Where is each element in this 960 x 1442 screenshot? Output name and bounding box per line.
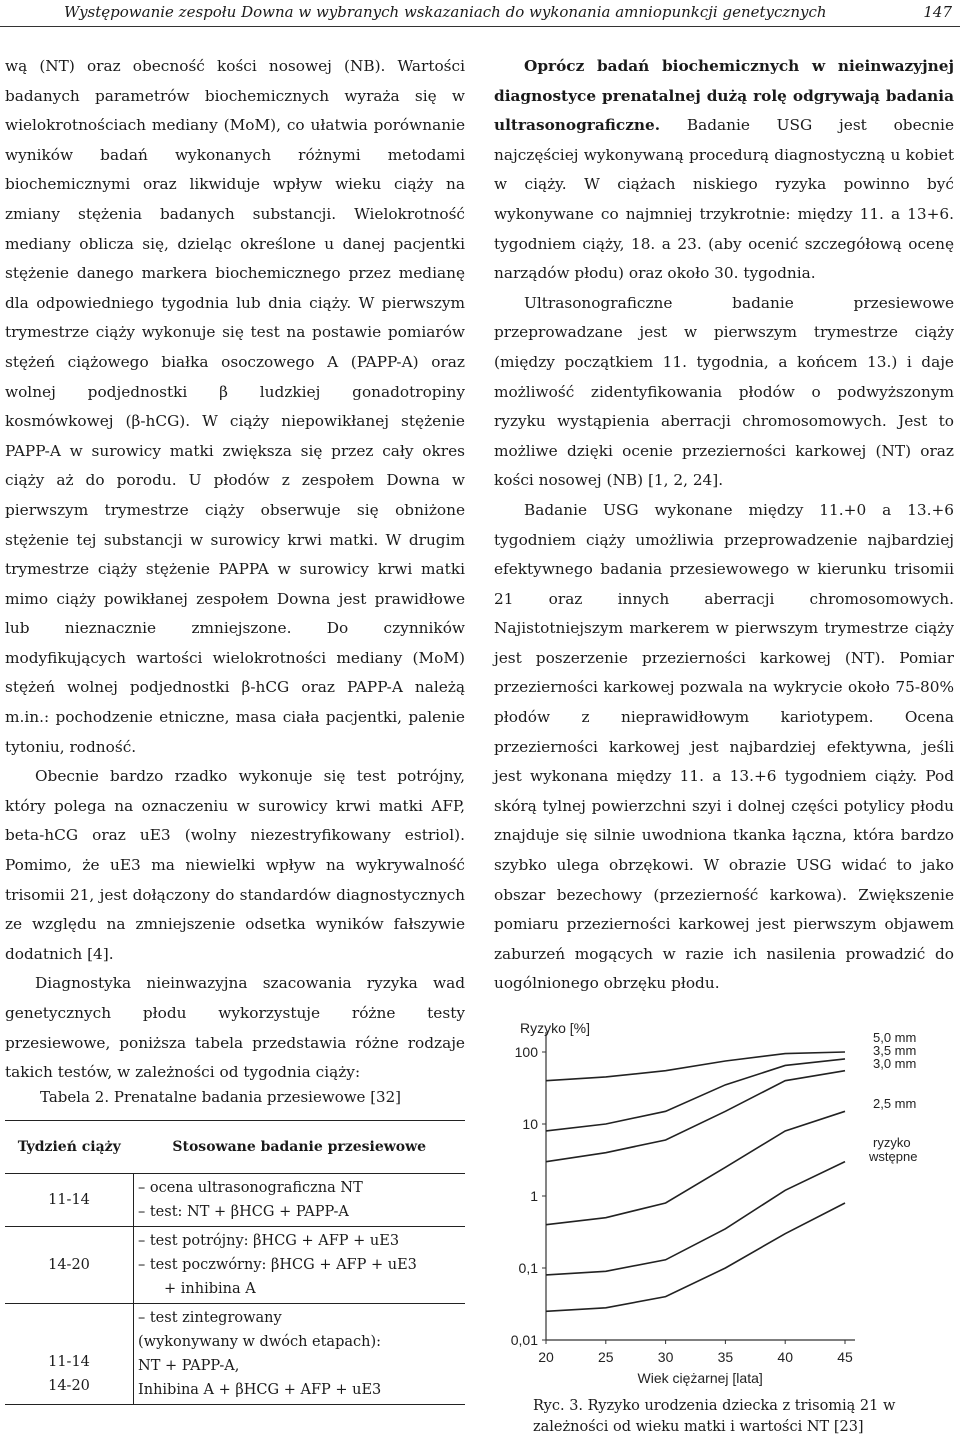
header-title: Występowanie zespołu Downa w wybranych wskazaniach do wykonania amniopunkcji genetycznych [64,3,827,21]
legend-label: wstępne [869,1149,918,1164]
test-line: – test potrójny: βHCG + AFP + uE3 [138,1233,400,1249]
week-line: 11-14 [48,1354,90,1370]
test-line: – test poczwórny: βHCG + AFP + uE3 [138,1257,417,1273]
test-line: (wykonywany w dwóch etapach): [138,1334,381,1350]
series-line [546,1162,845,1275]
right-paragraph-2: Ultrasonograficzne badanie przesiewowe przeprowadzane jest w pierwszym trymestrze ciąży (między początkiem 11. tygodnia, a końcem 13.) i daje możliwość zidentyfikowania płodów o podwyższonym ryzyku wystąpienia aberracji chromosomowych. Jest to możliwe dzięki ocenie przezierności karkowej (NT) oraz kości nosowej (NB) [1, 2, 24]. [494,293,954,490]
x-tick-label: 35 [717,1349,734,1365]
legend-label: 2,5 mm [873,1096,917,1111]
table-header-test: Stosowane badanie przesiewowe [134,1121,466,1174]
series-line [546,1071,845,1162]
legend-label: 5,0 mm [873,1030,917,1045]
week-line: 14-20 [48,1378,90,1394]
test-line: – test: NT + βHCG + PAPP-A [138,1204,349,1220]
y-axis-label: Ryzyko [%] [520,1020,591,1036]
table-row [5,1227,465,1304]
y-tick-label: 1 [530,1188,538,1204]
x-tick-label: 25 [598,1349,614,1365]
right-paragraph-3: Badanie USG wykonane między 11.+0 a 13.+6 tygodniem ciąży umożliwia przeprowadzenie najbardziej efektywnego badania przesiewowego w kierunku trisomii 21 oraz innych aberracji chromosomowych. Najistotniejszym markerem w pierwszym trymestrze ciąży jest poszerzenie przezierności karkowej (NT). Pomiar przezierności karkowej pozwala na wykrycie około 75-80% płodów z nieprawidłowym kariotypem. Ocena przezierności karkowej jest najbardziej efektywna, jeśli jest wykonana między 11. a 13.+6 tygodniem ciąży. Pod skórą tylnej powierzchni szyi i dolnej części potylicy płodu znajduje się silnie uwodniona tkanka łączna, która bardzo szybko ulega obrzękowi. W obrazie USG widać to jako obszar bezechowy (przezierność karkowa). Zwiększenie pomiaru przezierności karkowej jest pierwszym objawem zaburzeń mogących w razie ich nasilenia prowadzić do uogólnionego obrzęku płodu. [494,500,954,993]
table-caption: Tabela 2. Prenatalne badania przesiewowe [32] [40,1088,401,1106]
y-tick-label: 0,1 [518,1260,538,1276]
series-line [546,1052,845,1081]
table-header-week: Tydzień ciąży [5,1121,134,1174]
risk-chart [500,1015,955,1395]
legend-label: 3,5 mm [873,1043,917,1058]
table-cell-week [5,1304,134,1405]
x-axis-label: Wiek ciężarnej [lata] [637,1370,763,1386]
y-tick-label: 10 [522,1116,538,1132]
screening-table [5,1120,465,1405]
x-tick-label: 20 [538,1349,554,1365]
chart-layer [511,1020,918,1386]
test-line: NT + PAPP-A, [138,1358,240,1374]
test-line: + inhibina A [164,1281,256,1297]
chart-caption: Ryc. 3. Ryzyko urodzenia dziecka z trisomią 21 w zależności od wieku matki i wartości NT [23] [533,1398,896,1435]
table-cell-week: 14-20 [5,1227,134,1304]
x-tick-label: 45 [837,1349,853,1365]
x-tick-label: 40 [777,1349,793,1365]
y-tick-label: 0,01 [510,1332,538,1348]
y-tick-label: 100 [514,1044,538,1060]
left-column [5,52,465,1088]
test-line: Inhibina A + βHCG + AFP + uE3 [138,1382,382,1398]
left-paragraph-3: Diagnostyka nieinwazyjna szacowania ryzyka wad genetycznych płodu wykorzystuje różne testy przesiewowe, poniższa tabela przedstawia różne rodzaje takich testów, w zależności od tygodnia ciąży: [5,974,465,1082]
test-line: – ocena ultrasonograficzna NT [138,1180,363,1196]
right-paragraph-1-lead: Oprócz badań biochemicznych w nieinwazyjnej diagnostyce prenatalnej dużą rolę odgrywają badania ultrasonograficzne. [494,57,954,135]
left-paragraph-1: wą (NT) oraz obecność kości nosowej (NB). Wartości badanych parametrów biochemicznych wyraża się w wielokrotnościach mediany (MoM), co ułatwia porównanie wyników badań wykonanych różnymi metodami biochemicznymi oraz likwiduje wpływ wieku ciąży na zmiany stężenia badanych substancji. Wielokrotność mediany oblicza się, dzieląc określone u danej pacjentki stężenie danego markera biochemicznego przez medianę dla odpowiedniego tygodnia lub dnia ciąży. W pierwszym trymestrze ciąży wykonuje się test na postawie pomiarów stężeń ciążowego białka osoczowego A (PAPP-A) oraz wolnej podjednostki β ludzkiej gonadotropiny kosmówkowej (β-hCG). W ciąży niepowikłanej stężenie PAPP-A w surowicy matki zwiększa się przez cały okres ciąży aż do porodu. U płodów z zespołem Downa w pierwszym trymestrze ciąży obserwuje się obniżone stężenie tej substancji w surowicy krwi matki. W drugim trymestrze ciąży stężenie PAPPA w surowicy krwi matki mimo ciąży powikłanej zespołem Downa jest prawidłowe lub nieznacznie zmniejszone. Do czynników modyfikujących wartości wielokrotności mediany (MoM) stężeń wolnej podjednostki β-hCG oraz PAPP-A należą m.in.: pochodzenie etniczne, masa ciała pacjentki, palenie tytoniu, rodność. [5,57,465,756]
table-cell-tests [134,1304,466,1405]
table-row [5,1174,465,1227]
legend-label: 3,0 mm [873,1056,917,1071]
table-cell-week: 11-14 [5,1174,134,1227]
series-line [546,1059,845,1131]
legend-label: ryzyko [873,1135,911,1150]
table-row [5,1304,465,1405]
left-paragraph-2: Obecnie bardzo rzadko wykonuje się test potrójny, który polega na oznaczeniu w surowicy krwi matki AFP, beta-hCG oraz uE3 (wolny niezestryfikowany estriol). Pomimo, że uE3 ma niewielki wpływ na wykrywalność trisomii 21, jest dołączony do standardów diagnostycznych ze względu na zmniejszenie odsetka wyników fałszywie dodatnich [4]. [5,767,465,963]
right-column [494,52,954,999]
running-header [0,0,960,27]
table-cell-tests [134,1227,466,1304]
x-tick-label: 30 [657,1349,674,1365]
right-paragraph-1-body: Badanie USG jest obecnie najczęściej wykonywaną procedurą diagnostyczną u kobiet w ciąży. W ciążach niskiego ryzyka powinno być wykonywane co najmniej trzykrotnie: między 11. a 13+6. tygodniem ciąży, 18. a 23. (aby ocenić szczegółową ocenę narządów płodu) oraz około 30. tygodnia. [494,116,954,283]
page-number: 147 [923,3,952,21]
series-line [546,1111,845,1224]
table-header-row [5,1121,465,1174]
right-paragraph-1 [494,52,954,289]
table-cell-tests [134,1174,466,1227]
test-line: – test zintegrowany [138,1310,282,1326]
